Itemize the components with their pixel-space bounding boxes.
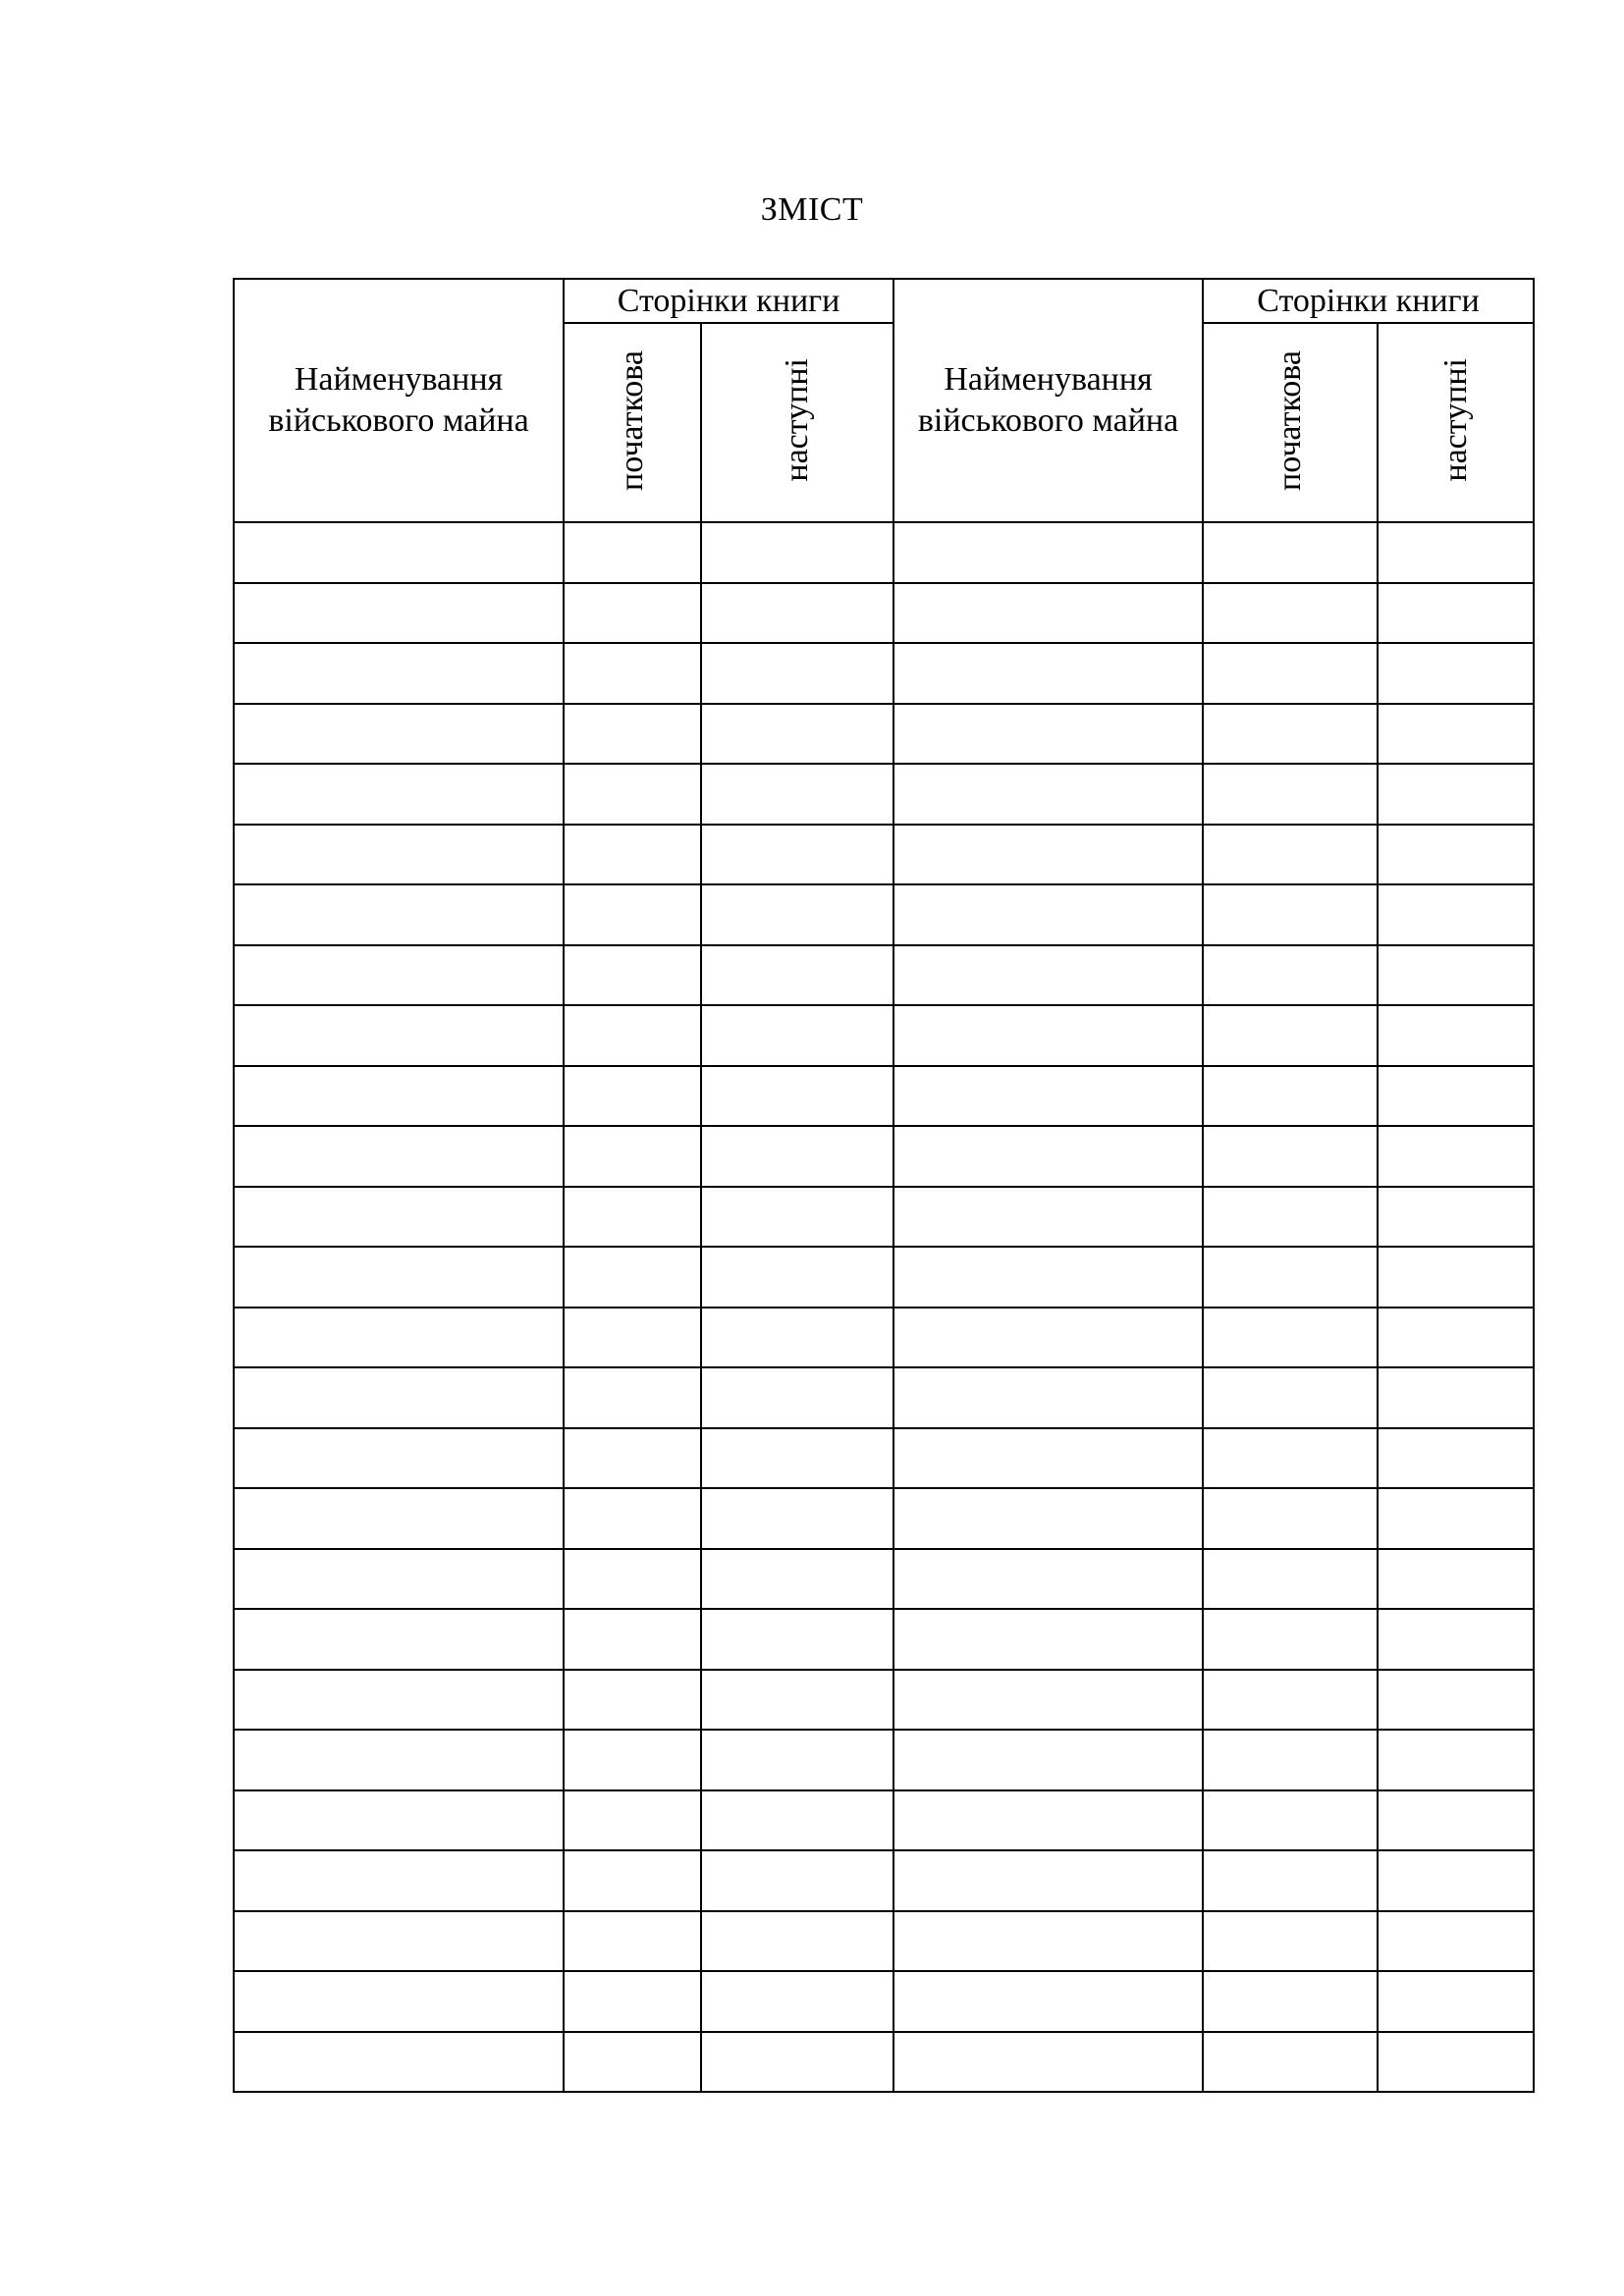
cell-name-left [234,1126,564,1187]
header-next-right-label: наступні [1436,358,1474,482]
cell-start-right [1203,1549,1378,1610]
cell-start-left [564,643,701,704]
cell-next-right [1378,1187,1534,1248]
table-row [234,1066,1534,1127]
cell-next-left [701,1066,893,1127]
cell-start-right [1203,643,1378,704]
cell-name-right [893,1609,1203,1670]
cell-name-left [234,1971,564,2032]
cell-next-right [1378,1911,1534,1972]
cell-start-left [564,1367,701,1428]
cell-start-left [564,825,701,885]
cell-next-right [1378,1367,1534,1428]
cell-start-right [1203,1670,1378,1731]
header-next-right [1378,323,1534,522]
cell-next-right [1378,1971,1534,2032]
table-body [234,522,1534,2092]
cell-start-left [564,764,701,825]
cell-start-left [564,884,701,945]
cell-start-right [1203,2032,1378,2093]
table-row [234,1609,1534,1670]
cell-name-right [893,1308,1203,1368]
cell-next-right [1378,1730,1534,1790]
cell-name-right [893,1971,1203,2032]
cell-start-right [1203,1971,1378,2032]
cell-next-left [701,1126,893,1187]
table-row [234,704,1534,765]
cell-next-right [1378,1790,1534,1851]
cell-name-left [234,825,564,885]
cell-next-left [701,1308,893,1368]
header-start-left-label: початкова [614,349,650,491]
cell-start-left [564,704,701,765]
cell-start-right [1203,1367,1378,1428]
cell-next-left [701,884,893,945]
cell-start-left [564,1126,701,1187]
table-row [234,1790,1534,1851]
cell-name-right [893,1126,1203,1187]
cell-start-right [1203,1790,1378,1851]
cell-name-left [234,1549,564,1610]
cell-name-right [893,704,1203,765]
cell-start-left [564,945,701,1006]
cell-next-right [1378,1850,1534,1911]
cell-start-right [1203,1911,1378,1972]
table-row [234,764,1534,825]
cell-next-left [701,704,893,765]
cell-name-left [234,1609,564,1670]
header-next-left [701,323,893,522]
cell-next-right [1378,643,1534,704]
cell-start-left [564,1850,701,1911]
cell-name-right [893,764,1203,825]
cell-name-right [893,1488,1203,1549]
cell-name-left [234,643,564,704]
cell-start-right [1203,1488,1378,1549]
cell-name-left [234,1367,564,1428]
table-row [234,1850,1534,1911]
cell-name-left [234,1730,564,1790]
cell-name-left [234,1187,564,1248]
cell-next-left [701,1670,893,1731]
table-row [234,945,1534,1006]
cell-next-left [701,1549,893,1610]
header-next-left-label: наступні [779,358,815,482]
cell-name-right [893,1428,1203,1489]
cell-start-right [1203,583,1378,644]
cell-start-left [564,1730,701,1790]
cell-start-right [1203,1308,1378,1368]
cell-next-left [701,764,893,825]
cell-name-right [893,1005,1203,1066]
cell-start-right [1203,1850,1378,1911]
cell-next-right [1378,1609,1534,1670]
table-row [234,1308,1534,1368]
cell-next-left [701,643,893,704]
table-row [234,522,1534,583]
header-name-right: Найменування військового майна [893,279,1203,522]
cell-next-right [1378,1066,1534,1127]
cell-next-right [1378,1005,1534,1066]
cell-start-left [564,1005,701,1066]
cell-start-right [1203,704,1378,765]
cell-name-left [234,1790,564,1851]
cell-start-left [564,1911,701,1972]
table-row [234,1126,1534,1187]
cell-name-right [893,1850,1203,1911]
cell-next-right [1378,522,1534,583]
cell-next-right [1378,1308,1534,1368]
cell-start-right [1203,884,1378,945]
cell-start-left [564,1488,701,1549]
cell-start-right [1203,1247,1378,1308]
table-row [234,583,1534,644]
cell-name-right [893,643,1203,704]
table-row [234,1670,1534,1731]
cell-start-left [564,1066,701,1127]
cell-next-right [1378,945,1534,1006]
table-row [234,1367,1534,1428]
cell-start-left [564,2032,701,2093]
cell-start-left [564,583,701,644]
cell-start-right [1203,945,1378,1006]
cell-start-right [1203,1066,1378,1127]
cell-name-left [234,1428,564,1489]
cell-name-left [234,1005,564,1066]
cell-start-right [1203,1187,1378,1248]
cell-start-right [1203,1730,1378,1790]
cell-start-left [564,1670,701,1731]
cell-next-left [701,1730,893,1790]
cell-start-right [1203,522,1378,583]
cell-name-right [893,1730,1203,1790]
cell-name-right [893,1367,1203,1428]
table-row [234,1247,1534,1308]
table-row [234,1488,1534,1549]
cell-name-left [234,1247,564,1308]
header-pages-right: Сторінки книги [1203,279,1534,323]
cell-start-left [564,1428,701,1489]
cell-start-left [564,1549,701,1610]
cell-start-left [564,1187,701,1248]
cell-next-right [1378,1247,1534,1308]
cell-name-left [234,1308,564,1368]
cell-name-right [893,1790,1203,1851]
cell-start-left [564,1790,701,1851]
cell-name-right [893,1911,1203,1972]
table-row [234,1005,1534,1066]
cell-name-left [234,522,564,583]
table-row [234,825,1534,885]
cell-name-left [234,1488,564,1549]
cell-next-right [1378,825,1534,885]
cell-name-right [893,1066,1203,1127]
header-start-left [564,323,701,522]
header-pages-left: Сторінки книги [564,279,893,323]
table-row [234,1971,1534,2032]
cell-next-left [701,945,893,1006]
cell-name-left [234,1066,564,1127]
table-row [234,2032,1534,2093]
cell-next-right [1378,884,1534,945]
cell-name-right [893,1187,1203,1248]
cell-name-right [893,884,1203,945]
cell-next-left [701,2032,893,2093]
table-row [234,1187,1534,1248]
cell-name-left [234,583,564,644]
cell-next-left [701,1911,893,1972]
page-title: ЗМІСТ [760,191,864,228]
header-start-right-label: початкова [1272,349,1309,491]
header-name-left: Найменування військового майна [234,279,564,522]
cell-next-left [701,583,893,644]
cell-name-right [893,583,1203,644]
cell-next-left [701,1609,893,1670]
cell-name-right [893,945,1203,1006]
table-row [234,1730,1534,1790]
cell-next-left [701,1428,893,1489]
cell-next-right [1378,2032,1534,2093]
cell-next-left [701,1187,893,1248]
cell-name-left [234,704,564,765]
cell-next-right [1378,1549,1534,1610]
cell-name-left [234,1670,564,1731]
cell-name-right [893,522,1203,583]
contents-table [233,278,1535,2093]
cell-next-right [1378,704,1534,765]
cell-name-left [234,945,564,1006]
table-row [234,884,1534,945]
cell-next-right [1378,1670,1534,1731]
cell-next-left [701,1367,893,1428]
table-row [234,1911,1534,1972]
cell-start-right [1203,764,1378,825]
cell-start-left [564,522,701,583]
cell-next-left [701,1488,893,1549]
cell-name-left [234,1850,564,1911]
cell-next-left [701,1247,893,1308]
cell-next-left [701,522,893,583]
cell-start-left [564,1971,701,2032]
cell-next-right [1378,1126,1534,1187]
cell-next-right [1378,1428,1534,1489]
cell-name-right [893,825,1203,885]
cell-start-right [1203,825,1378,885]
cell-start-left [564,1609,701,1670]
cell-start-left [564,1308,701,1368]
table-row [234,1549,1534,1610]
cell-name-left [234,2032,564,2093]
cell-name-right [893,1670,1203,1731]
cell-start-right [1203,1005,1378,1066]
cell-name-right [893,1247,1203,1308]
cell-next-right [1378,1488,1534,1549]
cell-next-left [701,1850,893,1911]
cell-next-left [701,1971,893,2032]
table-row [234,1428,1534,1489]
cell-name-left [234,884,564,945]
cell-start-right [1203,1428,1378,1489]
cell-name-left [234,1911,564,1972]
table-row [234,643,1534,704]
cell-name-left [234,764,564,825]
cell-next-left [701,1005,893,1066]
cell-name-right [893,1549,1203,1610]
cell-start-right [1203,1126,1378,1187]
header-start-right [1203,323,1378,522]
cell-name-right [893,2032,1203,2093]
cell-next-right [1378,764,1534,825]
cell-next-left [701,1790,893,1851]
cell-next-left [701,825,893,885]
cell-start-right [1203,1609,1378,1670]
cell-start-left [564,1247,701,1308]
cell-next-right [1378,583,1534,644]
